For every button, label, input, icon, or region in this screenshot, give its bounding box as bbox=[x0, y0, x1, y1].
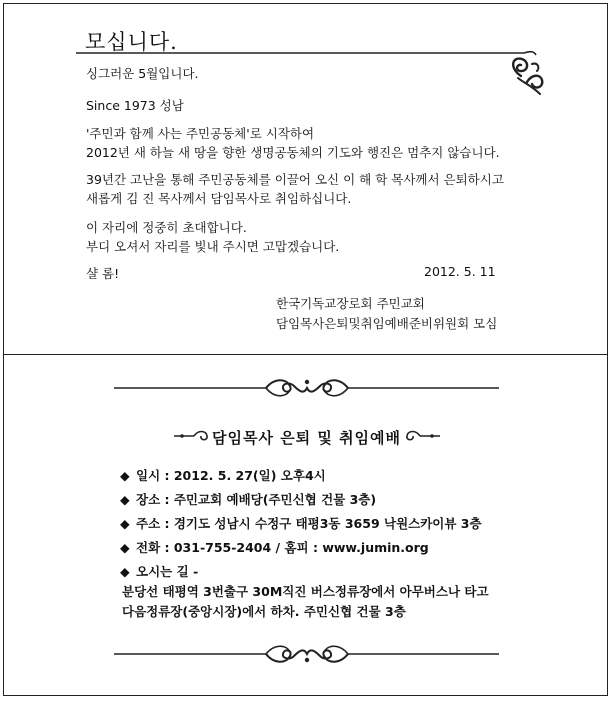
detail-text: 주소 : 경기도 성남시 수정구 태평3동 3659 낙원스카이뷰 3층 bbox=[136, 516, 482, 531]
detail-contact bbox=[120, 536, 482, 560]
paragraph-line: 부디 오셔서 자리를 빛내 주시면 고맙겠습니다. bbox=[86, 239, 340, 254]
paragraph-line: '주민과 함께 사는 주민공동체'로 시작하여 bbox=[86, 126, 315, 141]
detail-directions-heading bbox=[120, 560, 482, 584]
directions-line: 분당선 태평역 3번출구 30M직진 버스정류장에서 아무버스나 타고 bbox=[122, 584, 489, 599]
invitation-title: 모십니다. bbox=[85, 30, 178, 54]
invitation-card bbox=[3, 3, 608, 696]
date: 2012. 5. 11 bbox=[424, 264, 496, 279]
signature-committee: 담임목사은퇴및취임예배준비위원회 모심 bbox=[276, 316, 498, 331]
event-details-list bbox=[120, 464, 482, 584]
directions-text bbox=[122, 582, 489, 622]
since-line: Since 1973 성남 bbox=[86, 98, 184, 113]
paragraph-1 bbox=[86, 124, 500, 162]
event-title: 담임목사 은퇴 및 취임예배 bbox=[211, 429, 402, 447]
detail-text: 장소 : 주민교회 예배당(주민신협 건물 3층) bbox=[136, 492, 377, 507]
title-flourish-right-icon bbox=[402, 428, 442, 444]
detail-text: 일시 : 2012. 5. 27(일) 오후4시 bbox=[136, 468, 326, 483]
directions-line: 다음정류장(중앙시장)에서 하차. 주민신협 건물 3층 bbox=[122, 604, 406, 619]
diamond-bullet-icon: ◆ bbox=[120, 516, 130, 531]
paragraph-line: 이 자리에 정중히 초대합니다. bbox=[86, 220, 247, 235]
signature-church: 한국기독교장로회 주민교회 bbox=[276, 296, 425, 311]
detail-address bbox=[120, 512, 482, 536]
detail-text: 전화 : 031-755-2404 / 홈피 : www.jumin.org bbox=[136, 540, 429, 555]
paragraph-3 bbox=[86, 218, 339, 256]
paragraph-line: 새롭게 김 진 목사께서 담임목사로 취임하십니다. bbox=[86, 191, 352, 206]
diamond-bullet-icon: ◆ bbox=[120, 564, 130, 579]
detail-text: 오시는 길 - bbox=[136, 564, 199, 579]
diamond-bullet-icon: ◆ bbox=[120, 492, 130, 507]
paragraph-line: 2012년 새 하늘 새 땅을 향한 생명공동체의 기도와 행진은 멈추지 않습니다. bbox=[86, 145, 500, 160]
paragraph-2 bbox=[86, 170, 504, 208]
bottom-ornament bbox=[114, 640, 499, 670]
detail-venue bbox=[120, 488, 482, 512]
card-fold-divider bbox=[4, 354, 607, 355]
paragraph-line: 39년간 고난을 통해 주민공동체를 이끌어 오신 이 해 학 목사께서 은퇴하시고 bbox=[86, 172, 504, 187]
top-ornament bbox=[114, 372, 499, 402]
detail-datetime bbox=[120, 464, 482, 488]
diamond-bullet-icon: ◆ bbox=[120, 468, 130, 483]
greeting: 싱그러운 5월입니다. bbox=[86, 66, 199, 81]
diamond-bullet-icon: ◆ bbox=[120, 540, 130, 555]
closing: 샬 롬! bbox=[86, 266, 120, 281]
